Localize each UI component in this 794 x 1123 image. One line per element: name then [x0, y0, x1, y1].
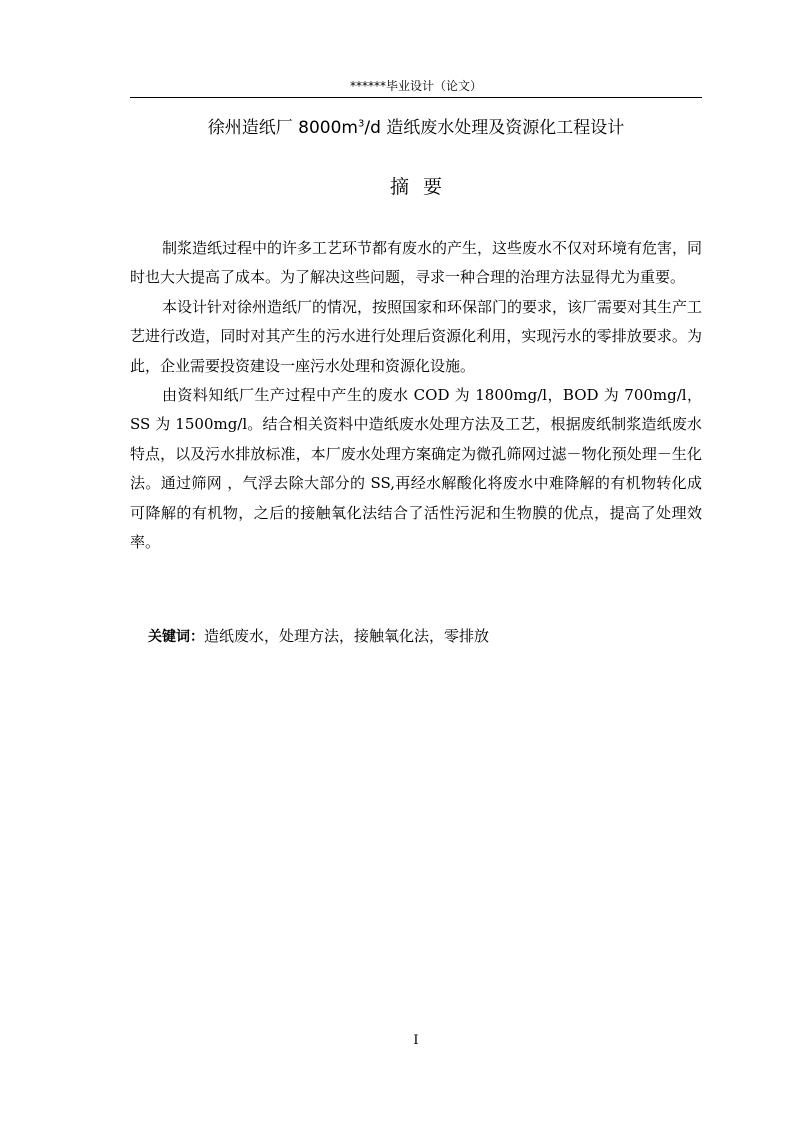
abstract-heading: 摘要: [389, 176, 456, 198]
page-number: I: [413, 1033, 419, 1048]
keywords-value: 造纸废水，处理方法，接触氧化法，零排放: [204, 627, 490, 645]
title-superscript: 3: [357, 118, 365, 130]
keywords-label: 关键词：: [148, 629, 204, 645]
title-prefix: 徐州造纸厂 8000m: [207, 118, 358, 138]
page-header: ******毕业设计（论文）: [349, 79, 482, 93]
header-divider: [130, 97, 702, 98]
abstract-paragraph: 本设计针对徐州造纸厂的情况，按照国家和环保部门的要求，该厂需要对其生产工艺进行改造，同时对其产生的污水进行处理后资源化利用，实现污水的零排放要求。为此，企业需要投资建设一座污水处理和资源化设施。: [130, 297, 703, 375]
title-suffix: /d 造纸废水处理及资源化工程设计: [364, 118, 625, 138]
keywords-line: [148, 622, 702, 652]
document-title: [110, 116, 722, 140]
abstract-paragraph: 由资料知纸厂生产过程中产生的废水 COD 为 1800mg/l，BOD 为 700mg/l，SS 为 1500mg/l。结合相关资料中造纸废水处理方法及工艺，根据废纸制浆造纸废水特点，以及污水排放标准，本厂废水处理方案确定为微孔筛网过滤－物化预处理－生化法。通过筛网 ，气浮去除大部分的 SS,再经水解酸化将废水中难降解的有机物转化成可降解的有机物，之后的接触氧化法结合了活性污泥和生物膜的优点，提高了处理效率。: [130, 386, 702, 552]
abstract-body: [130, 234, 702, 557]
abstract-paragraph: 制浆造纸过程中的许多工艺环节都有废水的产生，这些废水不仅对环境有危害，同时也大大提高了成本。为了解决这些问题，寻求一种合理的治理方法显得尤为重要。: [130, 239, 703, 287]
